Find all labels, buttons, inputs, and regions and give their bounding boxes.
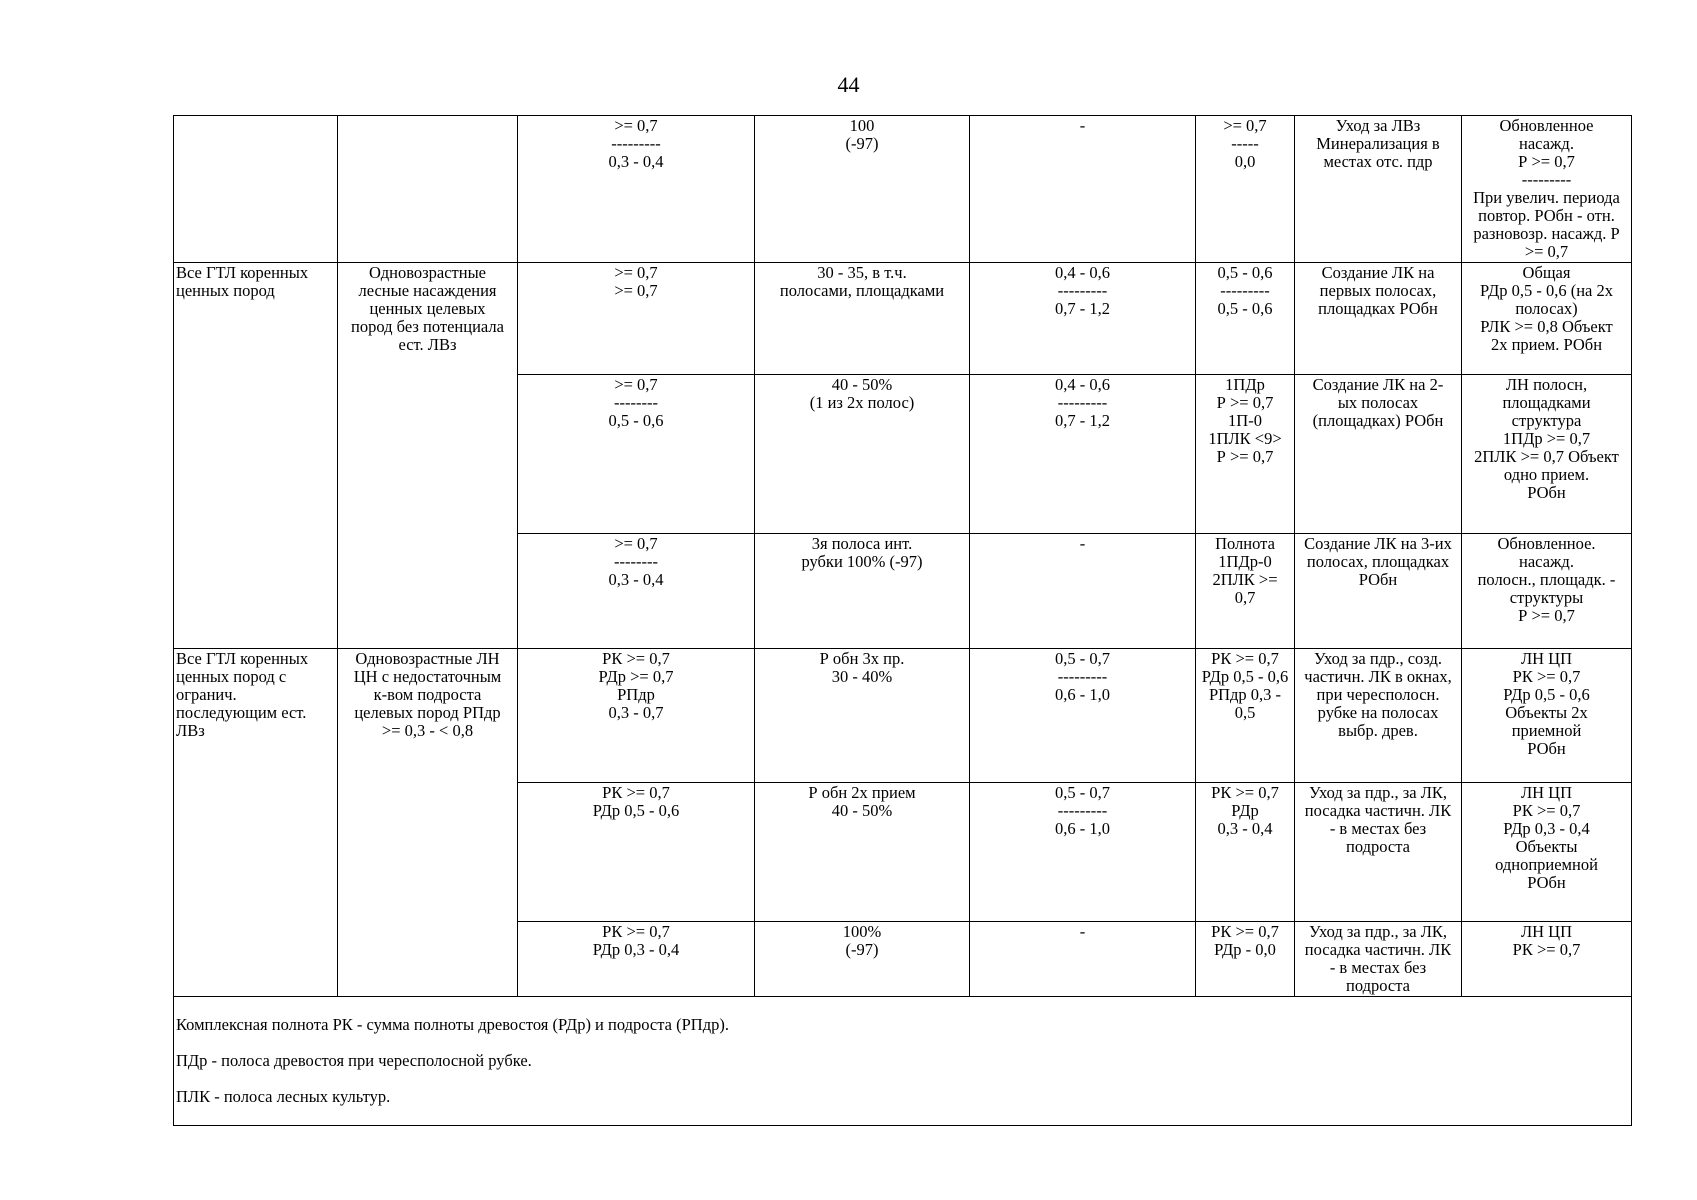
table-cell: РК >= 0,7 РДр 0,5 - 0,6 xyxy=(518,783,755,922)
forest-type-cell: Все ГТЛ коренных ценных пород xyxy=(174,263,338,649)
table-row xyxy=(174,649,1632,783)
table-cell: 30 - 35, в т.ч. полосами, площадками xyxy=(755,263,970,375)
stand-description-cell: Одновозрастные ЛН ЦН с недостаточным к-вом подроста целевых пород РПдр >= 0,3 - < 0,8 xyxy=(338,649,518,997)
table-cell: - xyxy=(970,116,1196,263)
table-cell: ЛН ЦП РК >= 0,7 РДр 0,5 - 0,6 Объекты 2х приемной РОбн xyxy=(1462,649,1632,783)
table-cell: Уход за ЛВз Минерализация в местах отс. пдр xyxy=(1295,116,1462,263)
table-cell: Создание ЛК на 3-их полосах, площадках РОбн xyxy=(1295,534,1462,649)
table-cell: РК >= 0,7 РДр 0,3 - 0,4 xyxy=(1196,783,1295,922)
group-desc-cell-empty xyxy=(338,116,518,263)
table-cell: 0,4 - 0,6 --------- 0,7 - 1,2 xyxy=(970,263,1196,375)
forest-type-cell: Все ГТЛ коренных ценных пород с огранич. последующим ест. ЛВз xyxy=(174,649,338,997)
table-cell: ЛН ЦП РК >= 0,7 РДр 0,3 - 0,4 Объекты одноприемной РОбн xyxy=(1462,783,1632,922)
table-cell: 40 - 50% (1 из 2х полос) xyxy=(755,375,970,534)
table-cell: Р обн 2х прием 40 - 50% xyxy=(755,783,970,922)
table-cell: Р обн 3х пр. 30 - 40% xyxy=(755,649,970,783)
table-cell: >= 0,7 -------- 0,3 - 0,4 xyxy=(518,534,755,649)
table-cell: >= 0,7 >= 0,7 xyxy=(518,263,755,375)
table-cell: >= 0,7 -------- 0,5 - 0,6 xyxy=(518,375,755,534)
table-cell: 100 (-97) xyxy=(755,116,970,263)
notes-cell xyxy=(174,997,1632,1126)
silviculture-table xyxy=(173,115,1632,1126)
group-type-cell-empty xyxy=(174,116,338,263)
table-cell: 100% (-97) xyxy=(755,922,970,997)
table-cell: РК >= 0,7 РДр 0,3 - 0,4 xyxy=(518,922,755,997)
table-cell: >= 0,7 ----- 0,0 xyxy=(1196,116,1295,263)
table-row xyxy=(174,263,1632,375)
note-line: ПЛК - полоса лесных культур. xyxy=(176,1087,391,1106)
table-cell: Уход за пдр., созд. частичн. ЛК в окнах, при чересполосн. рубке на полосах выбр. древ. xyxy=(1295,649,1462,783)
table-cell: РК >= 0,7 РДр - 0,0 xyxy=(1196,922,1295,997)
table-cell: РК >= 0,7 РДр 0,5 - 0,6 РПдр 0,3 - 0,5 xyxy=(1196,649,1295,783)
table-cell: Создание ЛК на первых полосах, площадках РОбн xyxy=(1295,263,1462,375)
table-cell: Уход за пдр., за ЛК, посадка частичн. ЛК - в местах без подроста xyxy=(1295,922,1462,997)
table-cell: - xyxy=(970,534,1196,649)
table-cell: РК >= 0,7 РДр >= 0,7 РПдр 0,3 - 0,7 xyxy=(518,649,755,783)
table-cell: Общая РДр 0,5 - 0,6 (на 2х полосах) РЛК >= 0,8 Объект 2х прием. РОбн xyxy=(1462,263,1632,375)
stand-description-cell: Одновозрастные лесные насаждения ценных целевых пород без потенциала ест. ЛВз xyxy=(338,263,518,649)
table-cell: Обновленное. насажд. полосн., площадк. - структуры Р >= 0,7 xyxy=(1462,534,1632,649)
table-cell: 1ПДр Р >= 0,7 1П-0 1ПЛК <9> Р >= 0,7 xyxy=(1196,375,1295,534)
note-line: ПДр - полоса древостоя при чересполосной рубке. xyxy=(176,1051,532,1070)
table-cell: 0,5 - 0,7 --------- 0,6 - 1,0 xyxy=(970,649,1196,783)
page-number: 44 xyxy=(837,72,860,97)
notes-row xyxy=(174,997,1632,1126)
table-cell: 0,4 - 0,6 --------- 0,7 - 1,2 xyxy=(970,375,1196,534)
table-cell: Полнота 1ПДр-0 2ПЛК >= 0,7 xyxy=(1196,534,1295,649)
table-cell: 3я полоса инт. рубки 100% (-97) xyxy=(755,534,970,649)
table-cell: 0,5 - 0,6 --------- 0,5 - 0,6 xyxy=(1196,263,1295,375)
table-cell: - xyxy=(970,922,1196,997)
table-cell: Создание ЛК на 2- ых полосах (площадках) РОбн xyxy=(1295,375,1462,534)
table-cell: Уход за пдр., за ЛК, посадка частичн. ЛК - в местах без подроста xyxy=(1295,783,1462,922)
table-row xyxy=(174,116,1632,263)
table-cell: Обновленное насажд. Р >= 0,7 --------- При увелич. периода повтор. РОбн - отн. разновозр. насажд. Р >= 0,7 xyxy=(1462,116,1632,263)
table-cell: ЛН ЦП РК >= 0,7 xyxy=(1462,922,1632,997)
table-cell: ЛН полосн, площадками структура 1ПДр >= 0,7 2ПЛК >= 0,7 Объект одно прием. РОбн xyxy=(1462,375,1632,534)
table-cell: 0,5 - 0,7 --------- 0,6 - 1,0 xyxy=(970,783,1196,922)
note-line: Комплексная полнота РК - сумма полноты древостоя (РДр) и подроста (РПдр). xyxy=(176,1015,729,1034)
table-cell: >= 0,7 --------- 0,3 - 0,4 xyxy=(518,116,755,263)
